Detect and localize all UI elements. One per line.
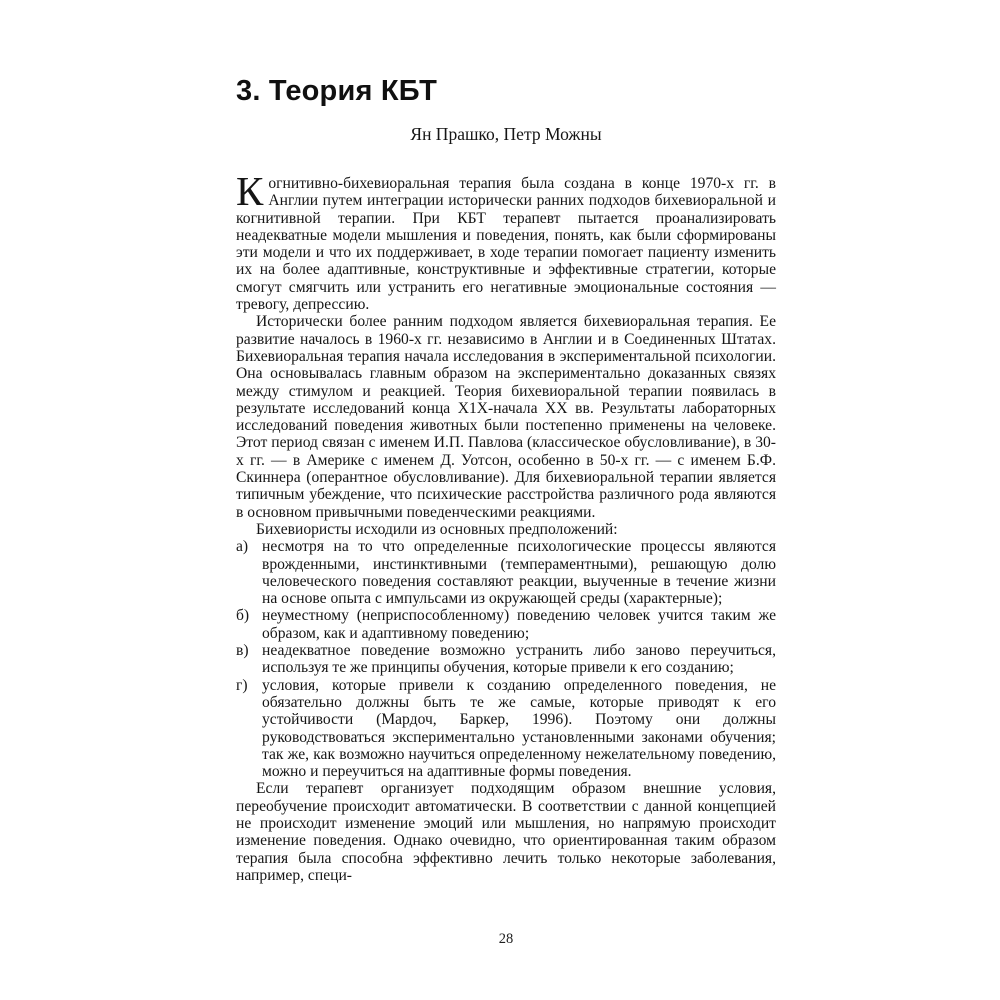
list-item-g-text: условия, которые привели к созданию определенного поведения, не обязательно должны быть те же самые, которые приводят к его устойчивости (Мардоч, Баркер, 1996). Поэтому они должны руководствоваться экспериментально установленными законами обучения; так же, как возможно научиться определенному нежелательному поведению, можно и переучиться на адаптивные формы поведения. [262,676,776,781]
list-item-a [236,538,776,607]
list-item-g [236,677,776,781]
body-text [236,168,776,884]
text-column [236,74,776,884]
list-item-a-text: несмотря на то что определенные психологические процессы являются врожденными, инстинктивными (темпераментными), решающую долю человеческого поведения составляют реакции, выученные в течение жизни на основе опыта с импульсами из окружающей среды (характерные); [262,538,776,608]
paragraph-1-text: огнитивно-бихевиоральная терапия была создана в конце 1970-х гг. в Англии путем интеграции исторически ранних подходов бихевиоральной и когнитивной терапии. При КБТ терапевт пытается проанализировать неадекватные модели мышления и поведения, понять, как были сформированы эти модели и что их поддерживает, в ходе терапии помогает пациенту изменить их на более адаптивные, конструктивные и эффективные стратегии, которые смогут смягчить или устранить его негативные эмоциональные состояния — тревогу, депрессию. [236,175,776,314]
list-marker: а) [236,538,249,556]
list-item-v-text: неадекватное поведение возможно устранить либо заново переучиться, используя те же принципы обучения, которые привели к его созданию; [262,642,776,677]
page-number: 28 [498,931,514,947]
list-marker: г) [236,676,248,694]
chapter-title: 3. Теория КБТ [236,75,438,107]
list-marker: б) [236,607,250,625]
paragraph-1 [236,168,776,314]
list-item-b-text: неуместному (неприспособленному) поведению человек учится таким же образом, как и адаптивному поведению; [262,607,776,642]
authors-line: Ян Прашко, Петр Можны [410,124,602,144]
list-item-v [236,642,776,677]
paragraph-4: Если терапевт организует подходящим образом внешние условия, переобучение происходит автоматически. В соответствии с данной концепцией не происходит изменение эмоций или мышления, но напрямую происходит изменение поведения. Однако очевидно, что ориентированная таким образом терапия была способна эффективно лечить только некоторые заболевания, например, специ- [236,780,776,884]
list-marker: в) [236,642,249,660]
paragraph-2: Исторически более ранним подходом является бихевиоральная терапия. Ее развитие началось в 1960-х гг. независимо в Англии и в Соединенных Штатах. Бихевиоральная терапия начала исследования в экспериментальной психологии. Она основывалась главным образом на экспериментально доказанных связях между стимулом и реакцией. Теория бихевиоральной терапии появилась в результате исследований конца Х1Х-начала ХХ вв. Результаты лабораторных исследований поведения животных были постепенно применены на человеке. Этот период связан с именем И.П. Павлова (классическое обусловливание), в 30-х гг. — в Америке с именем Д. Уотсон, особенно в 50-х гг. — с именем Б.Ф. Скиннера (оперантное обусловливание). Для бихевиоральной терапии является типичным убеждение, что психические расстройства различного рода являются в основном привычными поведенческими реакциями. [236,313,776,521]
paragraph-3-intro: Бихевиористы исходили из основных предположений: [256,520,618,538]
list-item-b [236,607,776,642]
drop-cap: К [236,168,264,214]
